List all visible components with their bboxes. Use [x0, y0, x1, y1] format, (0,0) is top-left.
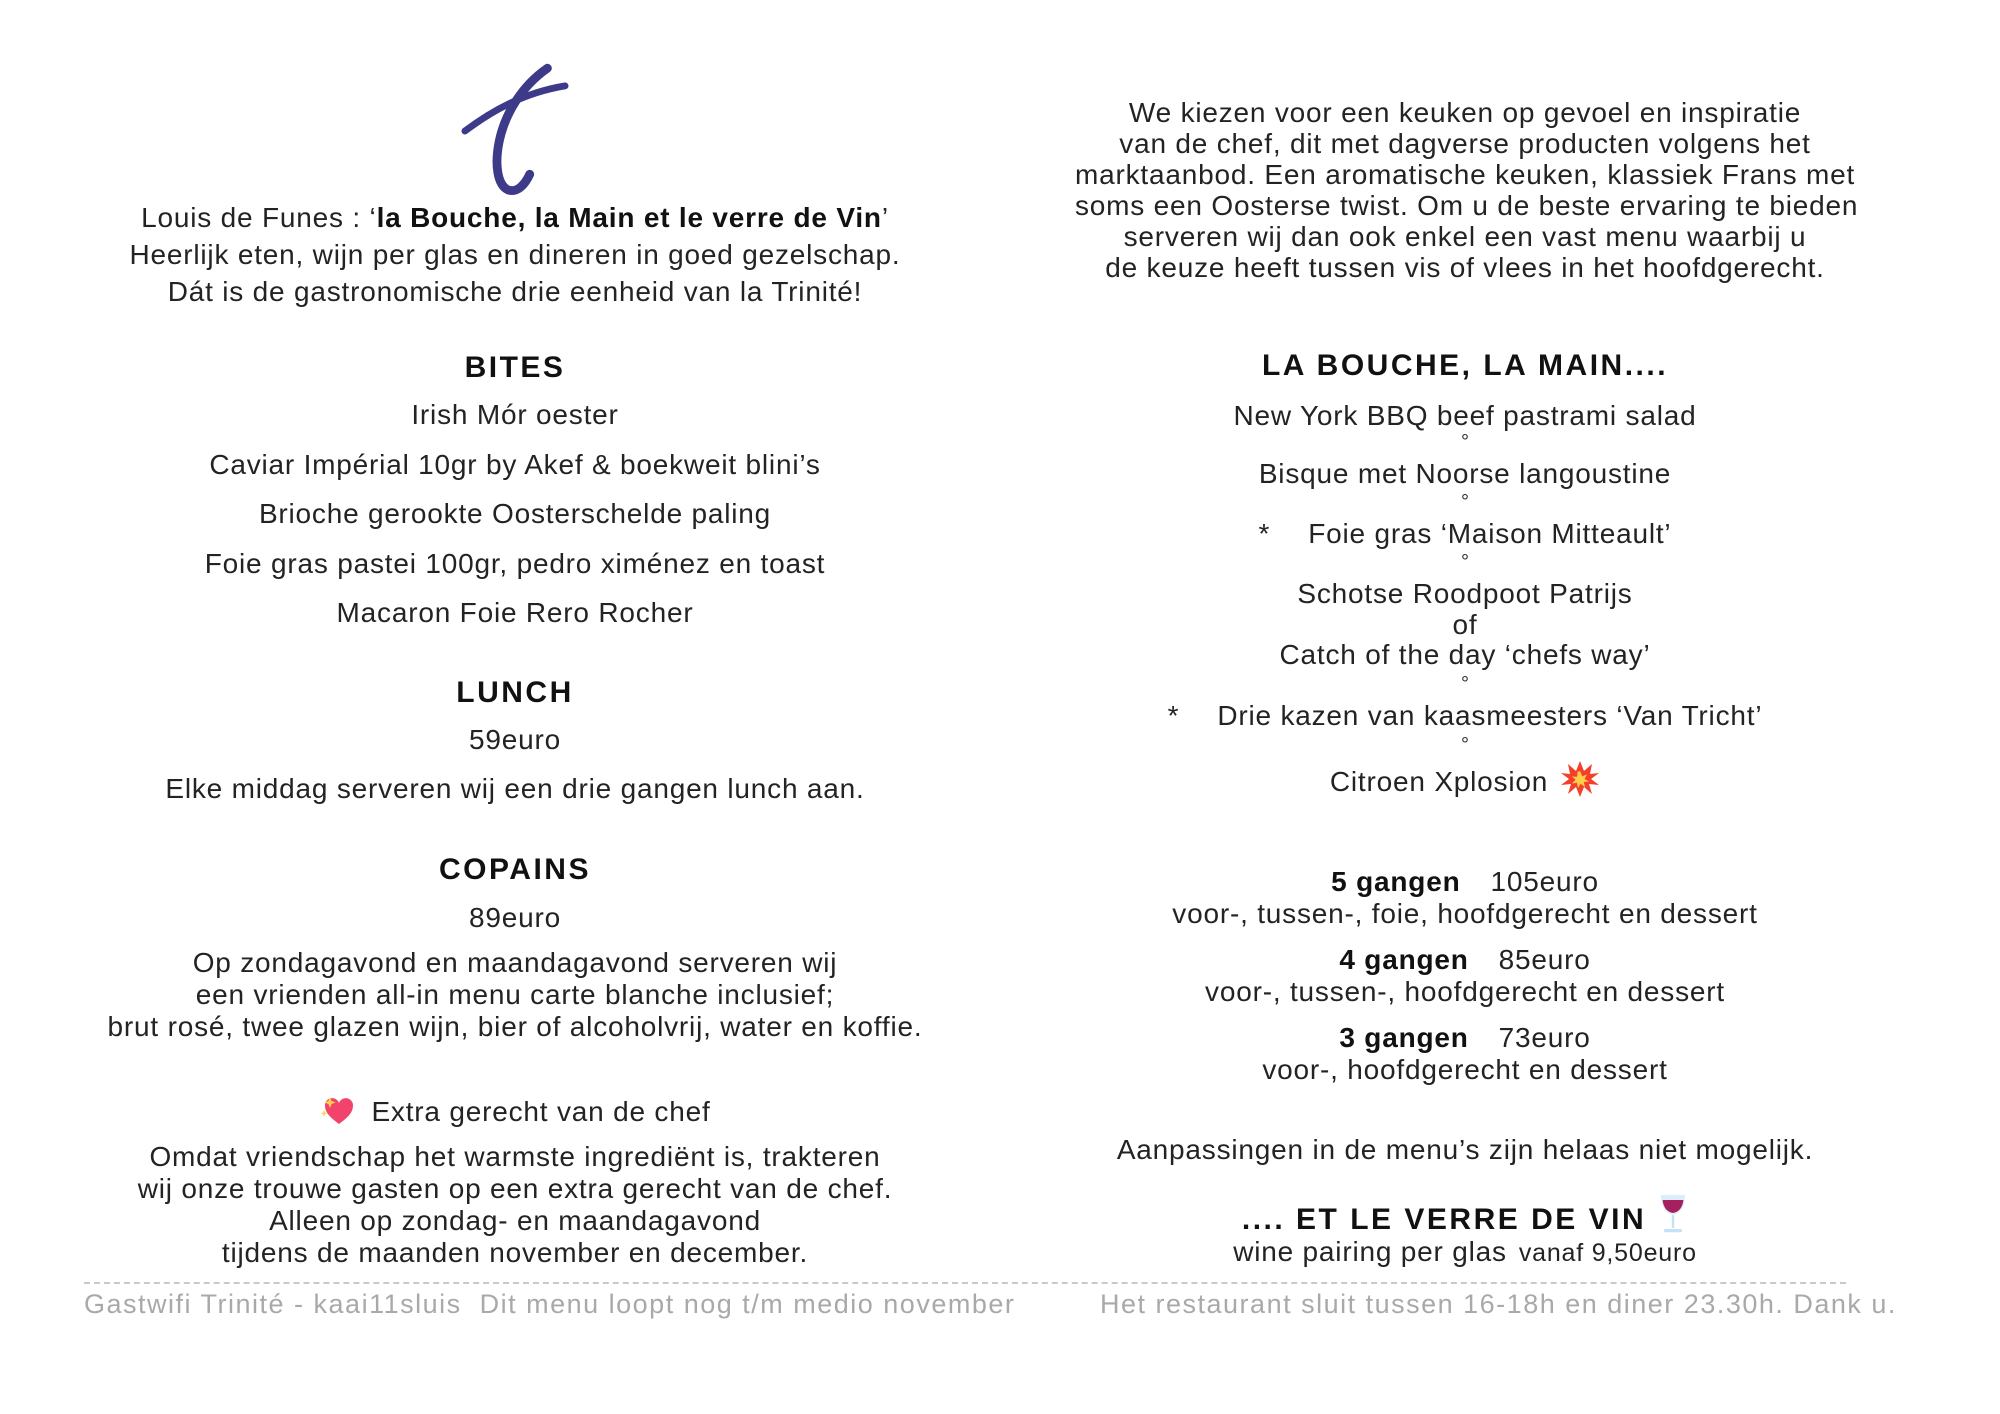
- copains-description: [75, 947, 955, 1043]
- course-text: Citroen Xplosion: [1329, 766, 1549, 797]
- course-line-starred: [1075, 516, 1855, 552]
- intro-line: van de chef, dit met dagverse producten volgens het: [1119, 128, 1811, 159]
- restaurant-logo: [75, 60, 955, 213]
- course-separator: °: [1461, 551, 1469, 573]
- menu-item: Caviar Impérial 10gr by Akef & boekweit blini’s: [209, 448, 821, 480]
- lunch-price: 59euro: [469, 724, 561, 755]
- quote-suffix: ’: [881, 202, 889, 233]
- kitchen-intro: [1075, 97, 1859, 283]
- intro-line: soms een Oosterse twist. Om u de beste ervaring te bieden: [1075, 190, 1859, 221]
- course-separator: °: [1461, 491, 1469, 513]
- intro-line: We kiezen voor een keuken op gevoel en inspiratie: [1128, 97, 1802, 128]
- section-title-la-bouche: LA BOUCHE, LA MAIN....: [1261, 349, 1669, 382]
- footer-divider: [84, 1282, 1846, 1284]
- sparkling-heart-icon: [319, 1092, 357, 1137]
- lunch-description: Elke middag serveren wij een drie gangen lunch aan.: [165, 773, 865, 804]
- course-text: Drie kazen van kaasmeesters ‘Van Tricht’: [1217, 700, 1763, 731]
- copains-line: Op zondagavond en maandagavond serveren wij: [192, 947, 838, 978]
- menu-item: Brioche gerookte Oosterschelde paling: [258, 498, 772, 529]
- wine-pairing-text: wine pairing per glas: [1233, 1236, 1507, 1267]
- supplement-star: *: [1167, 700, 1180, 731]
- course-line-starred: [1075, 698, 1855, 734]
- menu-option-name: 3 gangen: [1339, 1022, 1469, 1053]
- supplement-star: *: [1258, 518, 1271, 549]
- quote-line-3: Dát is de gastronomische drie eenheid van la Trinité!: [167, 276, 863, 307]
- intro-quote: [75, 199, 955, 310]
- course-alt-word: of: [1452, 609, 1478, 640]
- menu-option-price: 105euro: [1490, 866, 1599, 897]
- extra-line: wij onze trouwe gasten op een extra gerecht van de chef.: [137, 1173, 893, 1204]
- course-line-with-icon: [1075, 760, 1855, 807]
- menu-option-courses: voor-, tussen-, foie, hoofdgerecht en dessert: [1172, 898, 1758, 929]
- menu-option-name: 4 gangen: [1339, 944, 1469, 975]
- menu-option-3: [1075, 1020, 1855, 1056]
- collision-icon: [1560, 760, 1600, 807]
- menu-item: Foie gras pastei 100gr, pedro ximénez en toast: [204, 547, 826, 579]
- course-line: Catch of the day ‘chefs way’: [1279, 639, 1651, 670]
- course-text: Foie gras ‘Maison Mitteault’: [1308, 518, 1672, 549]
- section-title-lunch: LUNCH: [456, 676, 574, 709]
- menu-option-name: 5 gangen: [1331, 866, 1461, 897]
- course-separator: °: [1461, 673, 1469, 695]
- course-line: Schotse Roodpoot Patrijs: [1297, 578, 1633, 609]
- script-t-logo-icon: [461, 60, 569, 208]
- menu-item: Irish Mór oester: [411, 399, 619, 430]
- course-line: New York BBQ beef pastrami salad: [1233, 400, 1697, 431]
- menu-option-courses: voor-, hoofdgerecht en dessert: [1262, 1054, 1668, 1085]
- menu-option-price: 73euro: [1498, 1022, 1591, 1053]
- menu-option-price: 85euro: [1498, 944, 1591, 975]
- intro-line: de keuze heeft tussen vis of vlees in het hoofdgerecht.: [1105, 252, 1825, 283]
- quote-bold: la Bouche, la Main et le verre de Vin: [376, 202, 882, 233]
- no-changes-note: Aanpassingen in de menu’s zijn helaas niet mogelijk.: [1116, 1134, 1814, 1165]
- extra-line: tijdens de maanden november en december.: [221, 1237, 809, 1268]
- extra-line: Alleen op zondag- en maandagavond: [269, 1205, 761, 1236]
- copains-price: 89euro: [469, 902, 561, 933]
- menu-option-5: [1075, 864, 1855, 900]
- copains-line: een vrienden all-in menu carte blanche inclusief;: [195, 979, 835, 1010]
- section-title-copains: COPAINS: [439, 853, 591, 886]
- bites-items: [75, 390, 955, 638]
- course-separator: °: [1461, 431, 1469, 453]
- menu-option-4: [1075, 942, 1855, 978]
- copains-line: brut rosé, twee glazen wijn, bier of alcoholvrij, water en koffie.: [107, 1011, 923, 1042]
- wine-pairing-line: [1075, 1234, 1855, 1271]
- quote-line-1: [75, 199, 955, 236]
- menu-item: Macaron Foie Rero Rocher: [336, 597, 694, 628]
- menu-option-courses: voor-, tussen-, hoofdgerecht en dessert: [1205, 976, 1725, 1007]
- course-separator: °: [1461, 734, 1469, 756]
- intro-line: marktaanbod. Een aromatische keuken, klassiek Frans met: [1075, 159, 1856, 190]
- wine-pairing-price: vanaf 9,50euro: [1518, 1239, 1697, 1267]
- footer-left: Gastwifi Trinité - kaai11sluis Dit menu loopt nog t/m medio november: [84, 1289, 1016, 1319]
- extra-line: Omdat vriendschap het warmste ingrediënt is, trakteren: [149, 1141, 881, 1172]
- footer-right: Het restaurant sluit tussen 16-18h en diner 23.30h. Dank u.: [1100, 1289, 1897, 1319]
- extra-course-title: [75, 1092, 955, 1137]
- quote-prefix: Louis de Funes : ‘: [141, 202, 377, 233]
- section-title-bites: BITES: [464, 351, 566, 384]
- intro-line: serveren wij dan ook enkel een vast menu waarbij u: [1123, 221, 1807, 252]
- extra-course-title-text: Extra gerecht van de chef: [371, 1096, 711, 1127]
- extra-course-description: [75, 1141, 955, 1269]
- quote-line-2: Heerlijk eten, wijn per glas en dineren in goed gezelschap.: [129, 239, 901, 270]
- verre-title-text: .... ET LE VERRE DE VIN: [1241, 1203, 1647, 1236]
- course-line: Bisque met Noorse langoustine: [1258, 458, 1672, 489]
